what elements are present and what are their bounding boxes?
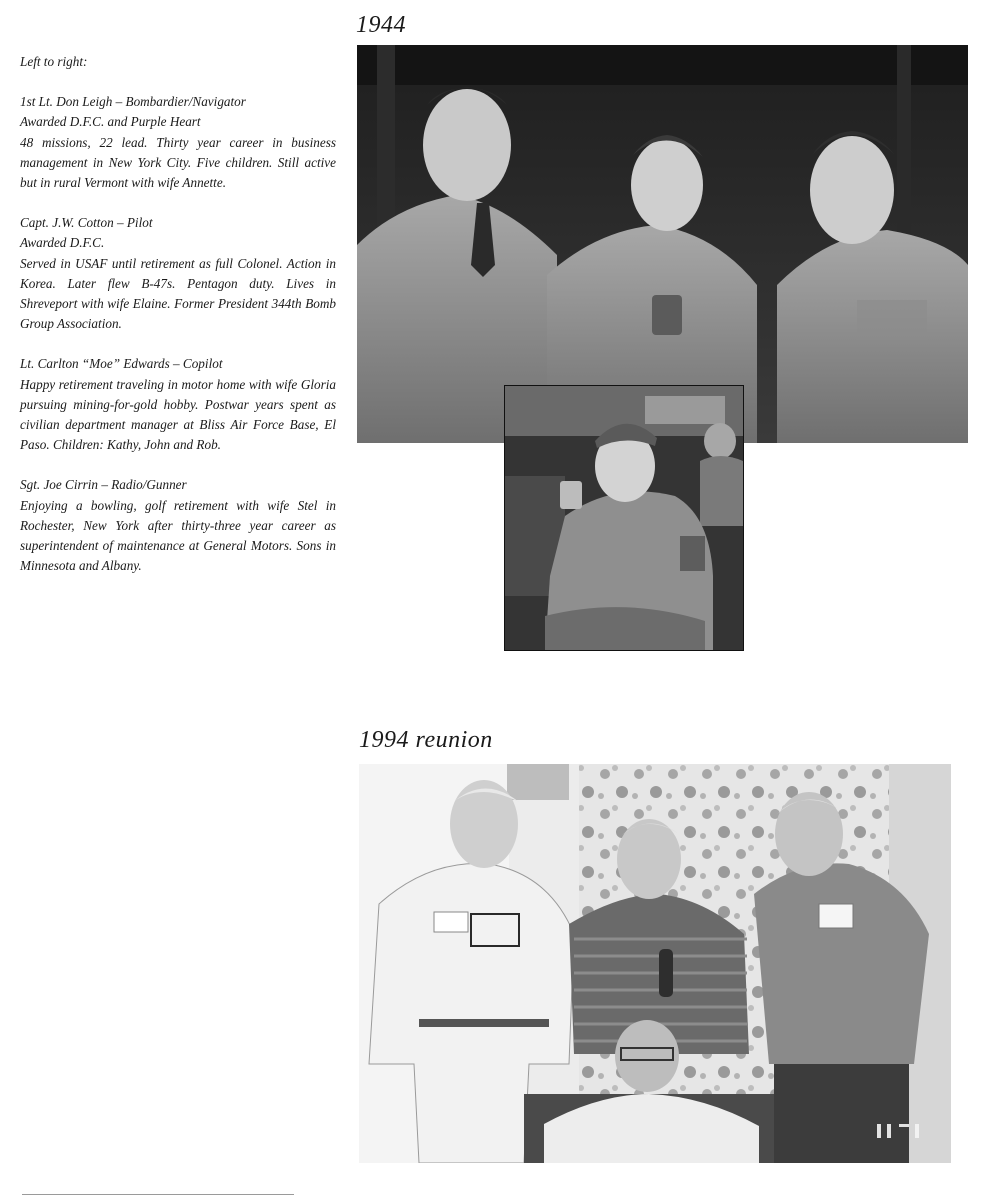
caption-entry-leigh [20, 92, 336, 193]
entry-name-line: Sgt. Joe Cirrin – Radio/Gunner [20, 477, 187, 493]
entry-description: Served in USAF until retirement as full Colonel. Action in Korea. Later flew B-47s. Pentagon duty. Lives in Shreveport with wife Elaine. Former President 344th Bomb Group Association. [20, 255, 336, 332]
entry-name-line: Lt. Carlton “Moe” Edwards – Copilot [20, 356, 223, 372]
entry-award-line: Awarded D.F.C. and Purple Heart [20, 114, 201, 130]
entry-name-line: Capt. J.W. Cotton – Pilot [20, 215, 153, 231]
caption-entry-cotton [20, 213, 336, 334]
photo-1994-reunion [359, 764, 951, 1163]
heading-1994-reunion: 1994 reunion [359, 727, 493, 753]
footer-rule [22, 1194, 294, 1195]
photo-1944-officers [357, 45, 968, 443]
heading-1944: 1944 [356, 12, 406, 38]
photo-1944-sergeant [504, 385, 744, 651]
caption-intro: Left to right: [20, 54, 88, 69]
entry-description: Happy retirement traveling in motor home with wife Gloria pursuing mining-for-gold hobby. Postwar years spent as civilian department manager at Bliss Air Force Base, El Paso. Children: Kathy, John and Rob. [20, 376, 336, 453]
entry-name-line: 1st Lt. Don Leigh – Bombardier/Navigator [20, 94, 246, 110]
caption-column [20, 52, 336, 596]
entry-description: 48 missions, 22 lead. Thirty year career in business management in New York City. Five children. Still active but in rural Vermont with wife Annette. [20, 134, 336, 191]
caption-entry-cirrin [20, 475, 336, 576]
caption-entry-edwards [20, 354, 336, 455]
entry-description: Enjoying a bowling, golf retirement with wife Stel in Rochester, New York after thirty-three year career as superintendent of maintenance at General Motors. Sons in Minnesota and Albany. [20, 497, 336, 574]
entry-award-line: Awarded D.F.C. [20, 235, 105, 251]
